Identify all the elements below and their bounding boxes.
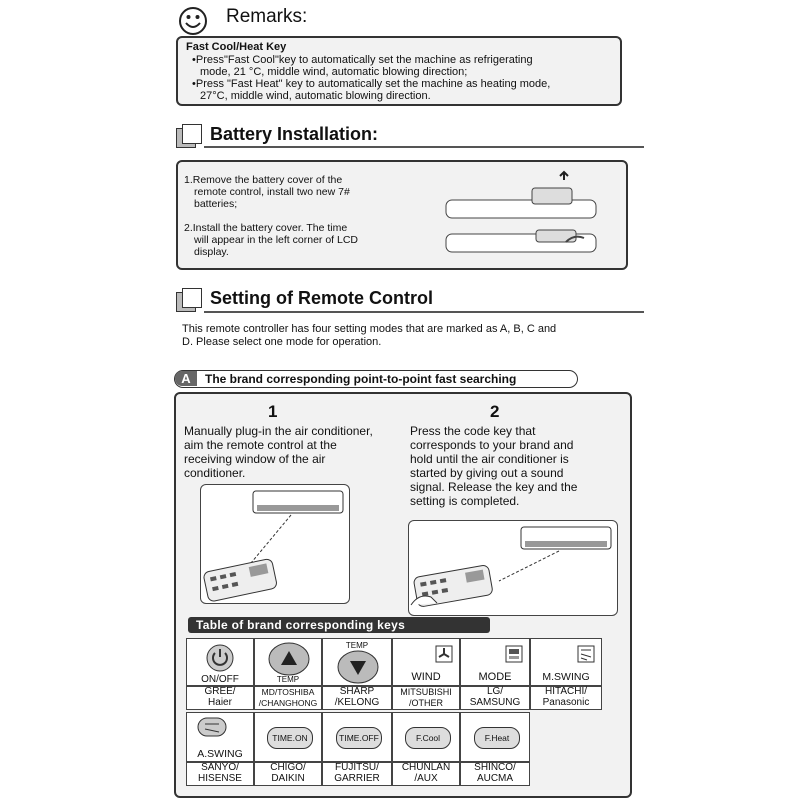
mode-a-banner [174, 370, 578, 388]
text-line: receiving window of the air [184, 452, 326, 466]
time-off-icon: TIME.OFF [336, 727, 382, 749]
remarks-line: 27°C, middle wind, automatic blowing direction. [200, 90, 431, 102]
key-area [392, 712, 460, 762]
text-line: CHUNLAN [401, 762, 451, 773]
text-line: AUCMA [476, 772, 514, 784]
key-cell [186, 712, 254, 786]
time-on-icon: TIME.ON [267, 727, 313, 749]
text-line: SANYO/ [201, 762, 239, 773]
text-line: GARRIER [334, 772, 380, 784]
key-area [254, 638, 322, 686]
text-line: GREE/ [204, 686, 236, 697]
key-area [392, 638, 460, 686]
remarks-line: •Press"Fast Cool"key to automatically set the machine as refrigerating [192, 54, 533, 66]
battery-title: Battery Installation: [210, 124, 379, 144]
key-label: ON/OFF [201, 674, 239, 685]
key-label: TEMP [276, 675, 300, 684]
remarks-title: Remarks: [226, 6, 308, 27]
text-line: CHIGO/ [270, 762, 306, 773]
key-area [254, 712, 322, 762]
text-line: D. Please select one mode for operation. [182, 336, 382, 348]
text-line: Haier [208, 696, 232, 708]
remarks-line: •Press "Fast Heat" key to automatically set the machine as heating mode, [192, 78, 551, 90]
remarks-box [176, 36, 622, 106]
divider [204, 311, 644, 313]
step2-illustration [408, 520, 618, 616]
key-cell [254, 712, 322, 786]
setting-title: Setting of Remote Control [210, 288, 433, 308]
key-cell [322, 712, 392, 786]
key-area [322, 712, 392, 762]
key-area [530, 638, 602, 686]
step2-number: 2 [490, 402, 500, 421]
text-line: hold until the air conditioner is [410, 452, 569, 466]
text-line: display. [194, 246, 229, 258]
key-area [460, 638, 530, 686]
auto-swing-icon [197, 717, 227, 737]
battery-box [176, 160, 628, 270]
text-line: remote control, install two new 7# [194, 186, 350, 198]
battery-step1 [184, 174, 350, 210]
table-title-banner [188, 617, 490, 633]
text-line: /AUX [414, 772, 438, 784]
setting-intro [182, 323, 622, 349]
text-line: aim the remote control at the [184, 438, 337, 452]
key-label: MODE [478, 671, 512, 683]
power-icon [205, 643, 235, 673]
text-line: FUJITSU/ [335, 762, 379, 773]
text-line: SHARP [339, 686, 375, 697]
step1-number: 1 [268, 402, 278, 421]
brand-label [392, 686, 460, 710]
brand-label [322, 686, 392, 710]
key-area [186, 638, 254, 686]
fast-cool-icon: F.Cool [405, 727, 451, 749]
swing-icon [577, 645, 595, 663]
key-label: WIND [411, 671, 441, 683]
battery-step2 [184, 222, 358, 258]
brand-label [460, 686, 530, 710]
text-line: will appear in the left corner of LCD [194, 234, 358, 246]
key-label: M.SWING [542, 671, 590, 683]
key-cell [186, 638, 254, 710]
step2-text [410, 424, 577, 508]
text-line: signal. Release the key and the [410, 480, 578, 494]
ac-remote-illustration [201, 485, 349, 603]
temp-up-icon [267, 641, 311, 677]
mode-a-title: The brand corresponding point-to-point fast searching [205, 372, 517, 386]
fast-heat-icon: F.Heat [474, 727, 520, 749]
text-line: started by giving out a sound [410, 466, 564, 480]
key-cell [460, 712, 530, 786]
brand-label [322, 762, 392, 786]
text-line: corresponds to your brand and [410, 438, 574, 452]
text-line: 2.Install the battery cover. The time [184, 222, 348, 234]
brand-label [186, 762, 254, 786]
brand-label [392, 762, 460, 786]
key-cell [530, 638, 602, 710]
text-line: batteries; [194, 198, 238, 210]
key-cell [322, 638, 392, 710]
table-title: Table of brand corresponding keys [196, 618, 406, 632]
mode-icon [505, 645, 523, 663]
key-area [322, 638, 392, 686]
temp-down-icon [336, 649, 380, 685]
key-area [186, 712, 254, 762]
remarks-heading: Fast Cool/Heat Key [186, 41, 287, 53]
ac-remote-illustration [409, 521, 617, 615]
text-line: /OTHER [408, 697, 443, 708]
key-label: A.SWING [197, 748, 243, 760]
text-line: Panasonic [542, 696, 590, 708]
text-line: setting is completed. [410, 494, 520, 508]
step1-illustration [200, 484, 350, 604]
key-cell [254, 638, 322, 710]
step1-text [184, 424, 373, 480]
text-line: SHINCO/ [474, 762, 516, 773]
section-icon [176, 288, 200, 312]
text-line: MITSUBISHI [400, 687, 452, 697]
key-cell [392, 638, 460, 710]
text-line: Manually plug-in the air conditioner, [184, 424, 373, 438]
mode-a-badge: A [175, 371, 197, 386]
remarks-line: mode, 21 °C, middle wind, automatic blowing direction; [200, 66, 468, 78]
text-line: Press the code key that [410, 424, 536, 438]
text-line: HISENSE [198, 772, 242, 784]
text-line: SAMSUNG [469, 696, 521, 708]
brand-label [254, 762, 322, 786]
key-cell [392, 712, 460, 786]
key-area [460, 712, 530, 762]
text-line: This remote controller has four setting modes that are marked as A, B, C and [182, 323, 557, 335]
smiley-icon [178, 6, 208, 36]
brand-label [254, 686, 322, 710]
text-line: HITACHI/ [544, 686, 588, 697]
text-line: /CHANGHONG [258, 697, 318, 708]
brand-label [530, 686, 602, 710]
text-line: DAIKIN [271, 772, 305, 784]
text-line: /KELONG [334, 696, 380, 708]
brand-label [186, 686, 254, 710]
text-line: LG/ [486, 686, 504, 697]
section-icon [176, 124, 200, 148]
divider [204, 146, 644, 148]
brand-key-table [186, 638, 606, 788]
key-label: TEMP [345, 641, 369, 650]
key-cell [460, 638, 530, 710]
fan-icon [435, 645, 453, 663]
battery-remote-illustration [436, 170, 616, 266]
text-line: 1.Remove the battery cover of the [184, 174, 343, 186]
text-line: conditioner. [184, 466, 246, 480]
text-line: MD/TOSHIBA [261, 687, 315, 697]
brand-label [460, 762, 530, 786]
